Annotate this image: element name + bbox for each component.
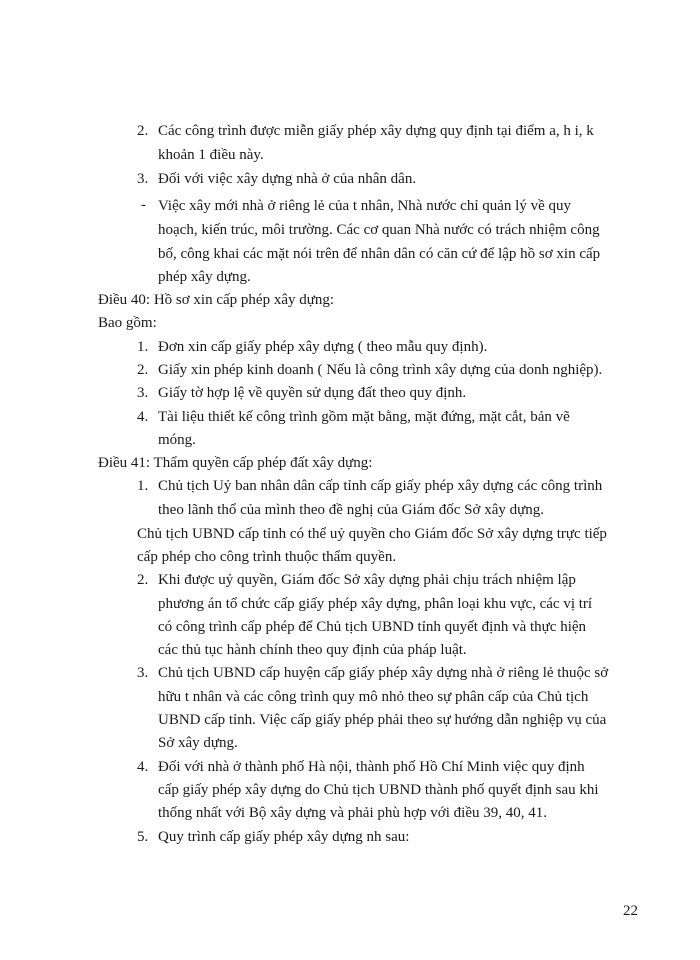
list-marker: 4.	[137, 759, 149, 775]
text-line: phương án tổ chức cấp giấy phép xây dựng, phân loại khu vực, các vị trí	[158, 596, 593, 612]
article-40-intro: Bao gồm:	[98, 315, 157, 331]
list-marker: -	[141, 197, 146, 213]
text-line: Các công trình được miễn giấy phép xây dựng quy định tại điểm a, h i, k	[158, 123, 594, 139]
text-line: Quy trình cấp giấy phép xây dựng nh sau:	[158, 829, 410, 845]
list-marker: 4.	[137, 409, 149, 425]
text-line: cấp giấy phép xây dựng do Chủ tịch UBND thành phố quyết định sau khi	[158, 782, 599, 798]
text-line: Đối với việc xây dựng nhà ở của nhân dân.	[158, 171, 417, 187]
text-line: Chủ tịch UBND cấp tỉnh có thể uỷ quyền cho Giám đốc Sở xây dựng trực tiếp	[137, 526, 607, 542]
text-line: cấp phép cho công trình thuộc thẩm quyền.	[137, 549, 397, 565]
text-line: UBND cấp tỉnh. Việc cấp giấy phép phải theo sự hướng dẫn nghiệp vụ của	[158, 712, 607, 728]
page-number: 22	[623, 903, 638, 919]
text-line: Tài liệu thiết kế công trình gồm mặt bằng, mặt đứng, mặt cắt, bản vẽ	[158, 409, 570, 425]
list-marker: 3.	[137, 171, 149, 187]
text-line: bố, công khai các mặt nói trên để nhân dân có căn cứ để lập hồ sơ xin cấp	[158, 246, 601, 262]
text-line: hữu t nhân và các công trình quy mô nhỏ theo sự phân cấp của Chủ tịch	[158, 689, 589, 705]
text-line: Giấy xin phép kinh doanh ( Nếu là công trình xây dựng của donh nghiệp).	[158, 362, 603, 378]
text-line: thống nhất với Bộ xây dựng và phải phù hợp với điều 39, 40, 41.	[158, 805, 547, 821]
text-line: Chủ tịch UBND cấp huyện cấp giấy phép xây dựng nhà ở riêng lẻ thuộc sở	[158, 665, 609, 681]
text-line: khoản 1 điều này.	[158, 147, 264, 163]
text-line: Khi được uỷ quyền, Giám đốc Sở xây dựng phải chịu trách nhiệm lập	[158, 572, 576, 588]
text-line: có công trình cấp phép để Chủ tịch UBND tỉnh quyết định và thực hiện	[158, 619, 587, 635]
list-marker: 2.	[137, 572, 149, 588]
text-line: móng.	[158, 432, 196, 448]
text-line: Giấy tờ hợp lệ về quyền sử dụng đất theo quy định.	[158, 385, 467, 401]
text-line: các thủ tục hành chính theo quy định của pháp luật.	[158, 642, 467, 658]
list-marker: 1.	[137, 478, 149, 494]
list-marker: 2.	[137, 362, 149, 378]
text-line: Chủ tịch Uỷ ban nhân dân cấp tỉnh cấp giấy phép xây dựng các công trình	[158, 478, 603, 494]
text-line: Việc xây mới nhà ở riêng lẻ của t nhân, Nhà nước chỉ quản lý về quy	[158, 198, 571, 214]
text-line: hoạch, kiến trúc, môi trường. Các cơ quan Nhà nước có trách nhiệm công	[158, 222, 600, 238]
list-marker: 3.	[137, 665, 149, 681]
text-line: theo lãnh thổ của mình theo đề nghị của Giám đốc Sở xây dựng.	[158, 502, 544, 518]
text-line: Sở xây dựng.	[158, 735, 238, 751]
text-line: Đối với nhà ở thành phố Hà nội, thành phố Hồ Chí Minh việc quy định	[158, 759, 585, 775]
list-marker: 2.	[137, 123, 149, 139]
list-marker: 3.	[137, 385, 149, 401]
list-marker: 1.	[137, 339, 149, 355]
article-41-heading: Điều 41: Thẩm quyền cấp phép đất xây dựng:	[98, 455, 373, 471]
text-line: phép xây dựng.	[158, 269, 251, 285]
text-line: Đơn xin cấp giấy phép xây dựng ( theo mẫu quy định).	[158, 339, 488, 355]
article-40-heading: Điều 40: Hồ sơ xin cấp phép xây dựng:	[98, 292, 335, 308]
list-marker: 5.	[137, 829, 149, 845]
